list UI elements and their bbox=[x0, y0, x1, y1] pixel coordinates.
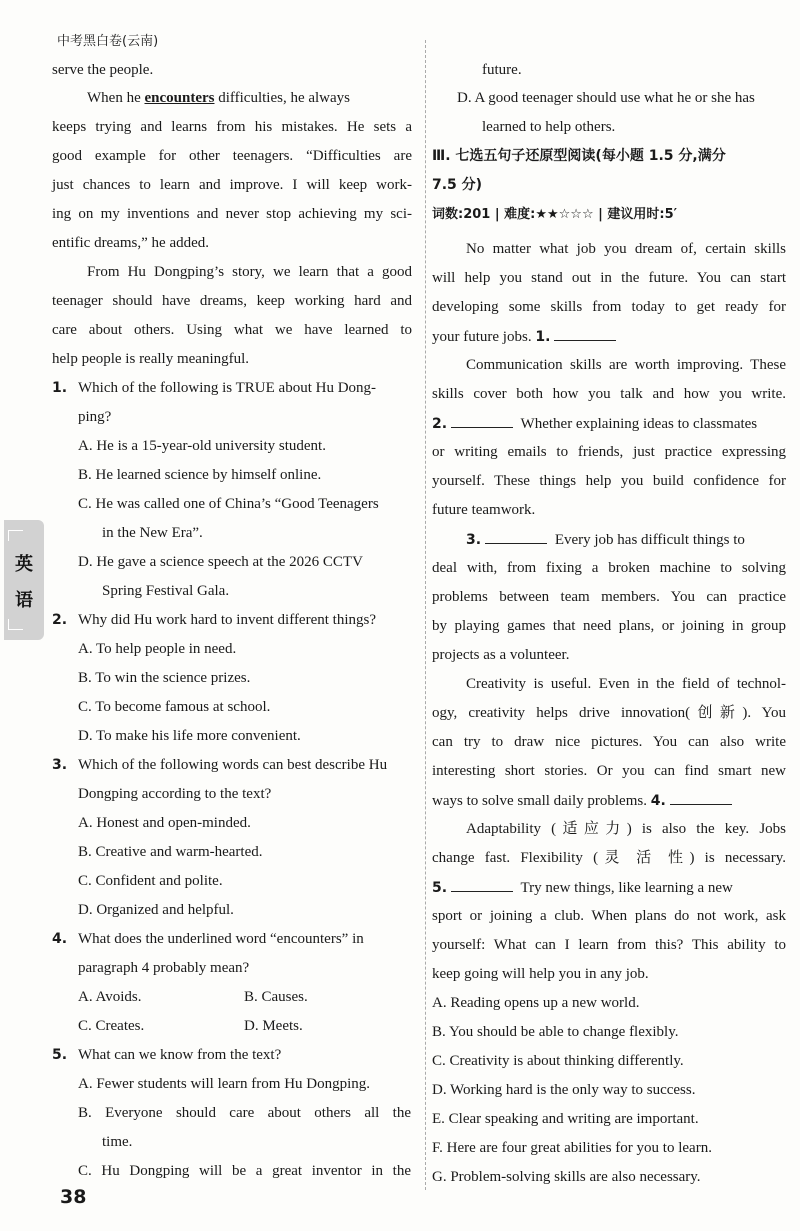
passage-line: When he encounters difficulties, he always bbox=[87, 90, 351, 106]
page-number: 38 bbox=[60, 1186, 87, 1208]
choice-option: D. Working hard is the only way to success. bbox=[432, 1082, 696, 1098]
choice-option: B. You should be able to change flexibly. bbox=[432, 1024, 679, 1040]
passage-line: change fast. Flexibility (灵 活 性) is necessary. bbox=[432, 850, 786, 866]
tab-bracket-bottom bbox=[8, 619, 23, 630]
option-c: C. He was called one of China’s “Good Teenagers bbox=[78, 496, 379, 512]
option-c: C. Hu Dongping will be a great inventor in the bbox=[78, 1163, 411, 1179]
passage-line: projects as a volunteer. bbox=[432, 647, 570, 663]
book-header: 中考黑白卷(云南) bbox=[57, 34, 159, 49]
question-number: 4. bbox=[52, 931, 68, 947]
passage-line: ways to solve small daily problems. 4. bbox=[432, 790, 736, 811]
option-c: C. Confident and polite. bbox=[78, 873, 223, 889]
reading-meta: 词数:201 | 难度:★★☆☆☆ | 建议用时:5′ bbox=[432, 207, 678, 222]
choice-option: C. Creativity is about thinking differently. bbox=[432, 1053, 684, 1069]
blank-number: 5. bbox=[432, 880, 448, 896]
passage-line: Creativity is useful. Even in the field of technol- bbox=[466, 676, 786, 692]
option-d: D. Meets. bbox=[244, 1018, 303, 1034]
option-d: Spring Festival Gala. bbox=[102, 583, 230, 599]
question-number: 1. bbox=[52, 380, 68, 396]
passage-line: interesting short stories. Or you can find smart new bbox=[432, 763, 786, 779]
passage-line: or writing emails to friends, just practice expressing bbox=[432, 444, 786, 460]
section-heading: Ⅲ. 七选五句子还原型阅读(每小题 1.5 分,满分 bbox=[432, 148, 726, 164]
blank-number: 1. bbox=[535, 329, 551, 345]
passage-line: problems between team members. You can practice bbox=[432, 589, 786, 605]
passage-line: keep going will help you in any job. bbox=[432, 966, 649, 982]
section-heading: 7.5 分) bbox=[432, 177, 483, 193]
question-stem: Why did Hu work hard to invent different things? bbox=[78, 612, 376, 628]
passage-line: 3. Every job has difficult things to bbox=[466, 529, 786, 550]
passage-line: developing some skills from today to get ready for bbox=[432, 299, 786, 315]
blank-number: 4. bbox=[650, 793, 666, 809]
passage-line: help people is really meaningful. bbox=[52, 351, 250, 367]
passage-line: ogy, creativity helps drive innovation(创新). You bbox=[432, 705, 786, 721]
option-b: B. Causes. bbox=[244, 989, 308, 1005]
passage-line: skills cover both how you talk and how you write. bbox=[432, 386, 786, 402]
passage-line: Communication skills are worth improving. These bbox=[466, 357, 786, 373]
passage-line: 2. Whether explaining ideas to classmates bbox=[432, 413, 786, 434]
option-c: C. To become famous at school. bbox=[78, 699, 271, 715]
answer-blank[interactable] bbox=[670, 790, 732, 805]
question-number: 3. bbox=[52, 757, 68, 773]
column-divider bbox=[425, 40, 426, 1190]
option-d: learned to help others. bbox=[482, 119, 616, 135]
passage-line: sport or joining a club. When plans do not work, ask bbox=[432, 908, 786, 924]
question-stem: Which of the following words can best describe Hu bbox=[78, 757, 388, 773]
option-d: D. Organized and helpful. bbox=[78, 902, 234, 918]
passage-line: deal with, from fixing a broken machine to solving bbox=[432, 560, 786, 576]
passage-line: your future jobs. 1. bbox=[432, 326, 620, 347]
choice-option: E. Clear speaking and writing are important. bbox=[432, 1111, 699, 1127]
answer-blank[interactable] bbox=[554, 326, 616, 341]
question-stem: Which of the following is TRUE about Hu Dong- bbox=[78, 380, 377, 396]
option-c-continued: future. bbox=[482, 62, 522, 78]
side-tab-char-2: 语 bbox=[15, 590, 33, 611]
passage-line: 5. Try new things, like learning a new bbox=[432, 877, 786, 898]
passage-line: just chances to learn and improve. I will keep work- bbox=[52, 177, 412, 193]
blank-number: 3. bbox=[466, 532, 482, 548]
option-a: A. Avoids. bbox=[78, 989, 142, 1005]
passage-line: teenager should have dreams, keep working hard and bbox=[52, 293, 412, 309]
passage-line: ing on my inventions and never stop achieving my sci- bbox=[52, 206, 412, 222]
option-a: A. Fewer students will learn from Hu Dongping. bbox=[78, 1076, 371, 1092]
underlined-word: encounters bbox=[144, 90, 215, 106]
passage-line: Adaptability (适应力) is also the key. Jobs bbox=[466, 821, 786, 837]
side-tab-char-1: 英 bbox=[15, 554, 33, 575]
question-number: 2. bbox=[52, 612, 68, 628]
passage-line: care about others. Using what we have learned to bbox=[52, 322, 412, 338]
passage-line: yourself. These things help you build confidence for bbox=[432, 473, 786, 489]
option-b: B. To win the science prizes. bbox=[78, 670, 251, 686]
tab-bracket-top bbox=[8, 530, 23, 541]
passage-line: by playing games that need plans, or joining in group bbox=[432, 618, 786, 634]
passage-line: serve the people. bbox=[52, 62, 154, 78]
blank-number: 2. bbox=[432, 416, 448, 432]
option-d: D. He gave a science speech at the 2026 CCTV bbox=[78, 554, 363, 570]
choice-option: G. Problem-solving skills are also necessary. bbox=[432, 1169, 701, 1185]
option-d: D. A good teenager should use what he or she has bbox=[457, 90, 755, 106]
passage-line: yourself: What can I learn from this? This ability to bbox=[432, 937, 786, 953]
option-a: A. Honest and open-minded. bbox=[78, 815, 251, 831]
passage-line: good example for other teenagers. “Difficulties are bbox=[52, 148, 412, 164]
passage-line: can try to draw nice pictures. You can also write bbox=[432, 734, 786, 750]
option-b: B. Creative and warm-hearted. bbox=[78, 844, 263, 860]
passage-line: keeps trying and learns from his mistakes. He sets a bbox=[52, 119, 412, 135]
option-c: in the New Era”. bbox=[102, 525, 203, 541]
question-number: 5. bbox=[52, 1047, 68, 1063]
question-stem: paragraph 4 probably mean? bbox=[78, 960, 250, 976]
option-a: A. To help people in need. bbox=[78, 641, 237, 657]
subject-side-tab bbox=[4, 520, 44, 640]
passage-line: entific dreams,” he added. bbox=[52, 235, 210, 251]
question-stem: Dongping according to the text? bbox=[78, 786, 272, 802]
answer-blank[interactable] bbox=[451, 413, 513, 428]
passage-line: future teamwork. bbox=[432, 502, 536, 518]
option-b: B. Everyone should care about others all the bbox=[78, 1105, 411, 1121]
answer-blank[interactable] bbox=[451, 877, 513, 892]
passage-line: will help you stand out in the future. You can start bbox=[432, 270, 786, 286]
question-stem: ping? bbox=[78, 409, 112, 425]
question-stem: What can we know from the text? bbox=[78, 1047, 282, 1063]
choice-option: F. Here are four great abilities for you to learn. bbox=[432, 1140, 712, 1156]
choice-option: A. Reading opens up a new world. bbox=[432, 995, 640, 1011]
passage-line: From Hu Dongping’s story, we learn that a good bbox=[87, 264, 412, 280]
answer-blank[interactable] bbox=[485, 529, 547, 544]
option-b: time. bbox=[102, 1134, 133, 1150]
option-d: D. To make his life more convenient. bbox=[78, 728, 301, 744]
passage-line: No matter what job you dream of, certain skills bbox=[466, 241, 786, 257]
option-b: B. He learned science by himself online. bbox=[78, 467, 322, 483]
option-a: A. He is a 15-year-old university student. bbox=[78, 438, 326, 454]
option-c: C. Creates. bbox=[78, 1018, 145, 1034]
question-stem: What does the underlined word “encounters” in bbox=[78, 931, 364, 947]
